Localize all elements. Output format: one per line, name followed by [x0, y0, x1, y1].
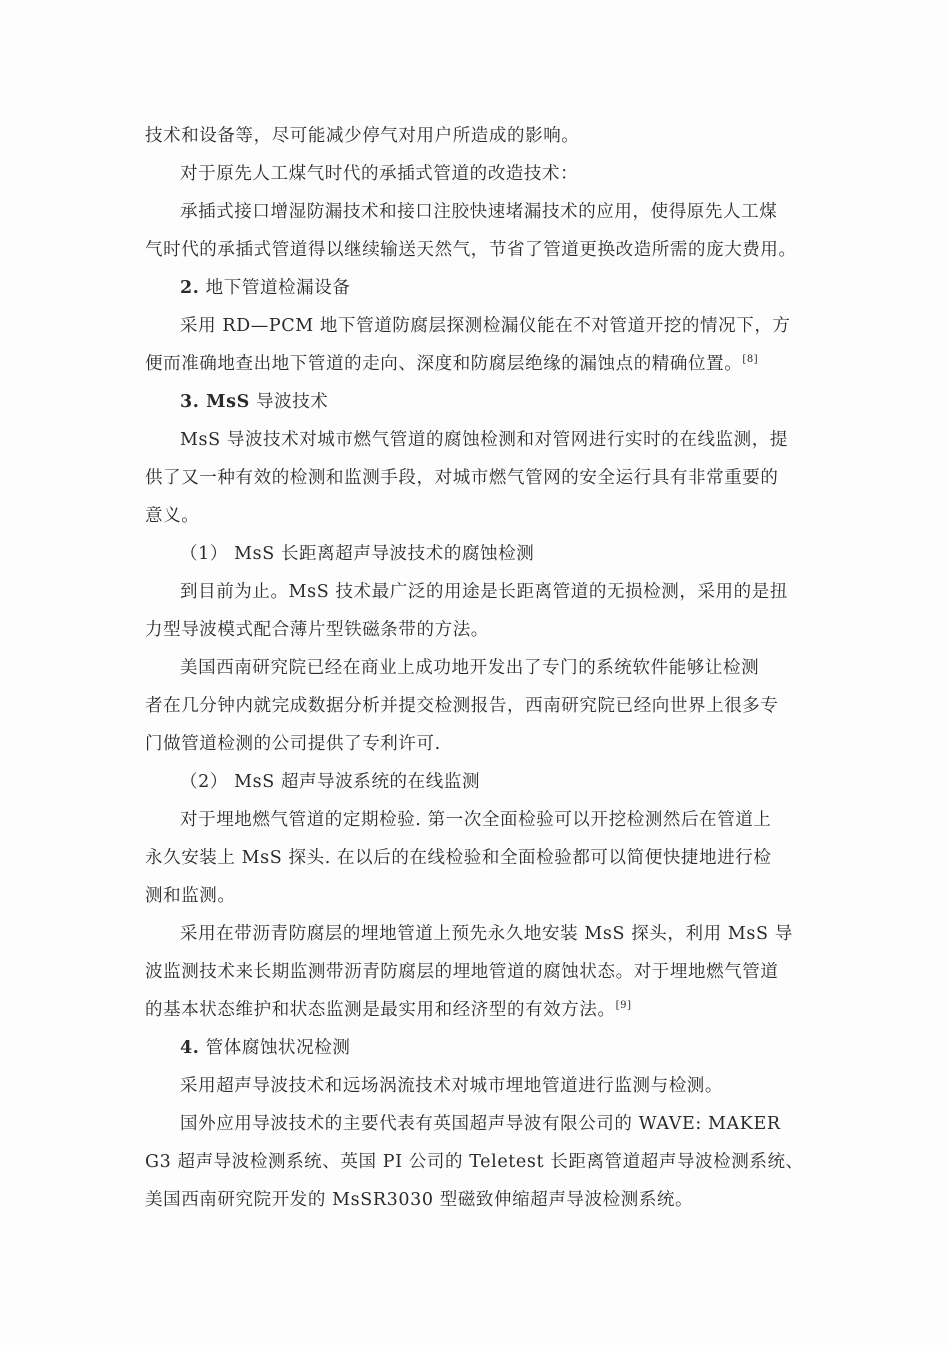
citation-ref: [9] — [615, 1000, 632, 1012]
paragraph-line — [145, 352, 758, 376]
paragraph-line: 美国西南研究院已经在商业上成功地开发出了专门的系统软件能够让检测 — [180, 658, 760, 678]
paragraph-line: 门做管道检测的公司提供了专利许可. — [145, 734, 441, 754]
paragraph-line: 对于埋地燃气管道的定期检验. 第一次全面检验可以开挖检测然后在管道上 — [180, 810, 772, 830]
paragraph-line: 国外应用导波技术的主要代表有英国超声导波有限公司的 WAVE: MAKER — [180, 1114, 781, 1134]
paragraph-line: 波监测技术来长期监测带沥青防腐层的埋地管道的腐蚀状态。对于埋地燃气管道 — [145, 962, 779, 982]
paragraph-line: 力型导波模式配合薄片型铁磁条带的方法。 — [145, 620, 489, 640]
paragraph-line: 采用在带沥青防腐层的埋地管道上预先永久地安装 MsS 探头，利用 MsS 导 — [180, 924, 793, 944]
paragraph-line: 承插式接口增湿防漏技术和接口注胶快速堵漏技术的应用，使得原先人工煤 — [180, 202, 778, 222]
subsection-heading-2: （2） MsS 超声导波系统的在线监测 — [180, 772, 481, 792]
section-number: 3. MsS — [180, 392, 250, 412]
paragraph-line: MsS 导波技术对城市燃气管道的腐蚀检测和对管网进行实时的在线监测，提 — [180, 430, 788, 450]
paragraph-line: 测和监测。 — [145, 886, 236, 906]
section-number: 2. — [180, 278, 200, 298]
section-title: 导波技术 — [256, 392, 329, 412]
paragraph-line: 永久安装上 MsS 探头. 在以后的在线检验和全面检验都可以简便快捷地进行检 — [145, 848, 772, 868]
section-title: 管体腐蚀状况检测 — [205, 1038, 351, 1058]
paragraph-line: 采用超声导波技术和远场涡流技术对城市埋地管道进行监测与检测。 — [180, 1076, 723, 1096]
paragraph-line: 对于原先人工煤气时代的承插式管道的改造技术： — [180, 164, 579, 184]
paragraph-line: 采用 RD—PCM 地下管道防腐层探测检漏仪能在不对管道开挖的情况下，方 — [180, 316, 791, 336]
paragraph-line: 技术和设备等，尽可能减少停气对用户所造成的影响。 — [145, 126, 580, 146]
line-text: 的基本状态维护和状态监测是最实用和经济型的有效方法。 — [145, 1000, 616, 1020]
citation-ref: [8] — [742, 354, 759, 366]
section-heading-3 — [180, 390, 328, 414]
section-title: 地下管道检漏设备 — [205, 278, 351, 298]
line-text: 便而准确地查出地下管道的走向、深度和防腐层绝缘的漏蚀点的精确位置。 — [145, 354, 743, 374]
section-heading-2 — [180, 276, 350, 300]
section-heading-4 — [180, 1036, 350, 1060]
paragraph-line: 气时代的承插式管道得以继续输送天然气，节省了管道更换改造所需的庞大费用。 — [145, 240, 797, 260]
paragraph-line: 意义。 — [145, 506, 200, 526]
paragraph-line: 者在几分钟内就完成数据分析并提交检测报告，西南研究院已经向世界上很多专 — [145, 696, 779, 716]
paragraph-line: G3 超声导波检测系统、英国 PI 公司的 Teletest 长距离管道超声导波检测系统、 — [145, 1152, 804, 1172]
paragraph-line: 美国西南研究院开发的 MsSR3030 型磁致伸缩超声导波检测系统。 — [145, 1190, 694, 1210]
paragraph-line: 供了又一种有效的检测和监测手段，对城市燃气管网的安全运行具有非常重要的 — [145, 468, 779, 488]
paragraph-line — [145, 998, 632, 1022]
subsection-heading-1: （1） MsS 长距离超声导波技术的腐蚀检测 — [180, 544, 535, 564]
paragraph-line: 到目前为止。MsS 技术最广泛的用途是长距离管道的无损检测，采用的是扭 — [180, 582, 788, 602]
section-number: 4. — [180, 1038, 200, 1058]
